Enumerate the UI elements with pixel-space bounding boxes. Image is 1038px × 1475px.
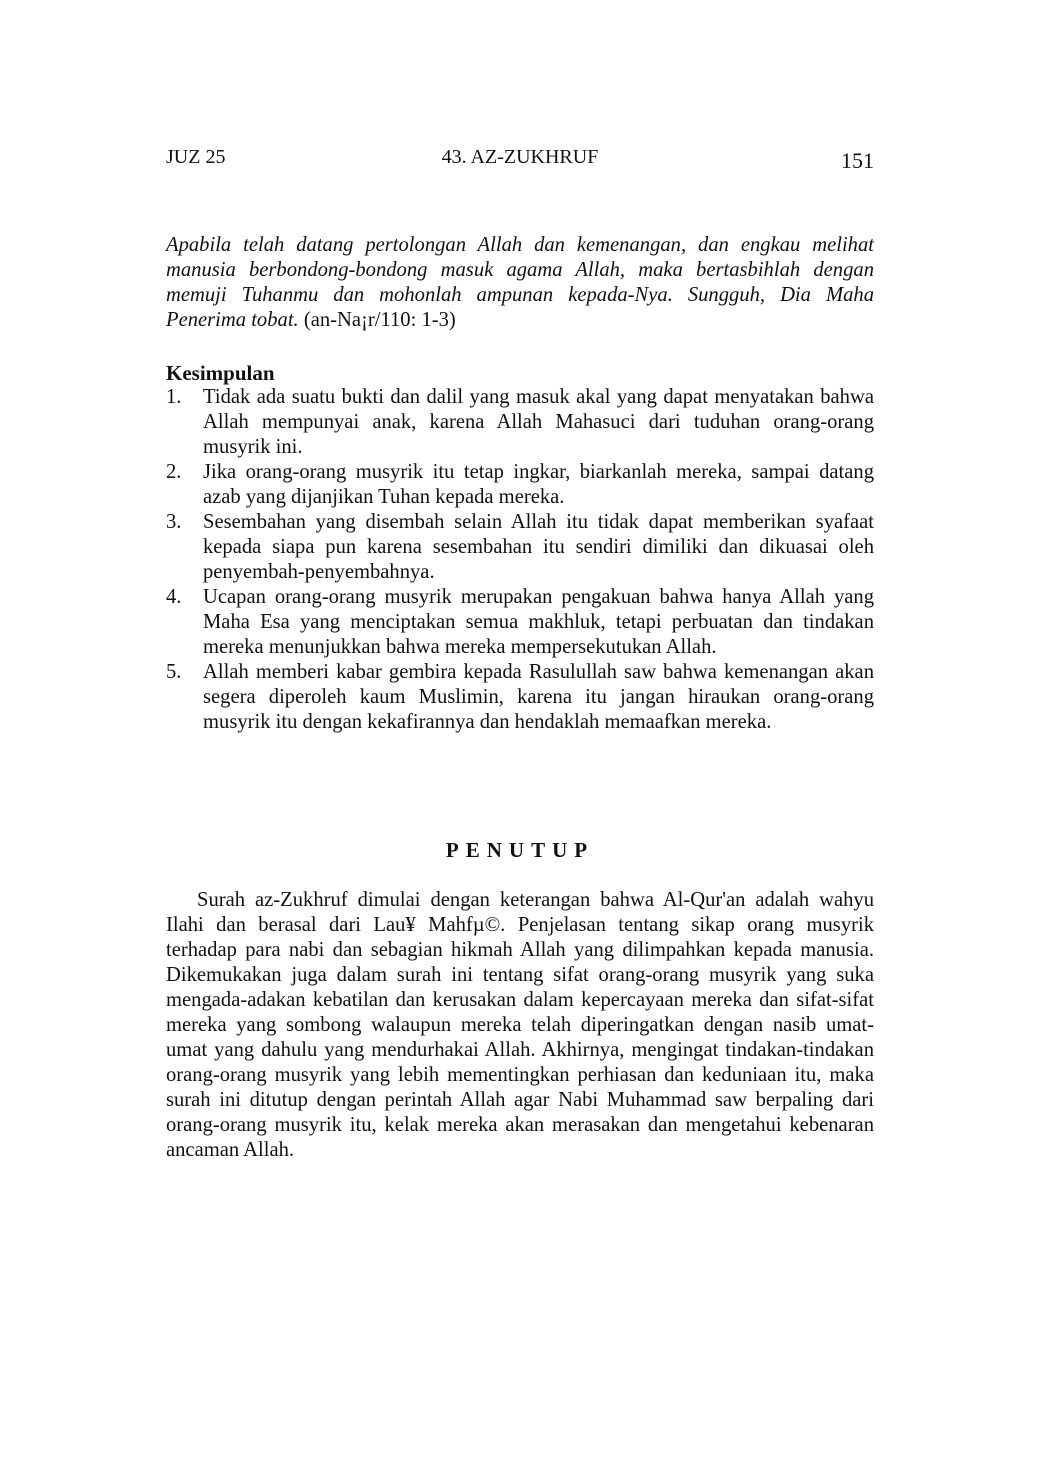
running-header: [166, 146, 874, 176]
list-item-number: 4.: [166, 586, 182, 608]
page-number: 151: [841, 148, 874, 173]
list-item: [166, 585, 874, 660]
list-item-text: Jika orang-orang musyrik itu tetap ingkar, biarkanlah mereka, sampai datang azab yang dijanjikan Tuhan kepada mereka.: [203, 461, 874, 508]
verse-text: Apabila telah datang pertolongan Allah dan kemenangan, dan engkau melihat manusia berbondong-bondong masuk agama Allah, maka bertasbihlah dengan memuji Tuhanmu dan mohonlah ampunan kepada-Nya. Sungguh, Dia Maha Penerima tobat.: [166, 234, 874, 331]
list-item: [166, 510, 874, 585]
list-item-text: Allah memberi kabar gembira kepada Rasulullah saw bahwa kemenangan akan segera diperoleh kaum Muslimin, karena itu jangan hiraukan orang-orang musyrik itu dengan kekafirannya dan hendaklah memaafkan mereka.: [203, 661, 874, 733]
closing-paragraph: Surah az-Zukhruf dimulai dengan keterangan bahwa Al-Qur'an adalah wahyu Ilahi dan berasal dari Lau¥ Mahfµ©. Penjelasan tentang sikap orang musyrik terhadap para nabi dan sebagian hikmah Allah yang dilimpahkan kepada manusia. Dikemukakan juga dalam surah ini tentang sifat orang-orang musyrik yang suka mengada-adakan kebatilan dan kerusakan dalam kepercayaan mereka dan sifat-sifat mereka yang sombong walaupun mereka telah diperingatkan dengan nasib umat-umat yang dahulu yang mendurhakai Allah. Akhirnya, mengingat tindakan-tindakan orang-orang musyrik yang lebih mementingkan perhiasan dan keduniaan itu, maka surah ini ditutup dengan perintah Allah agar Nabi Muhammad saw berpaling dari orang-orang musyrik itu, kelak mereka akan merasakan dan mengetahui kebenaran ancaman Allah.: [166, 889, 874, 1161]
conclusion-heading: Kesimpulan: [166, 361, 275, 385]
verse-translation: [166, 233, 874, 333]
list-item-number: 3.: [166, 511, 182, 533]
verse-reference: (an-Na¡r/110: 1-3): [303, 309, 456, 331]
list-item-number: 1.: [166, 386, 182, 408]
list-item: [166, 460, 874, 510]
juz-label: JUZ 25: [166, 146, 226, 168]
list-item-text: Ucapan orang-orang musyrik merupakan pengakuan bahwa hanya Allah yang Maha Esa yang menciptakan semua makhluk, tetapi perbuatan dan tindakan mereka menunjukkan bahwa mereka mempersekutukan Allah.: [203, 586, 874, 658]
list-item-number: 5.: [166, 661, 182, 683]
surah-title: 43. AZ-ZUKHRUF: [441, 146, 599, 168]
list-item-number: 2.: [166, 461, 182, 483]
conclusion-list: [166, 385, 874, 735]
list-item-text: Sesembahan yang disembah selain Allah itu tidak dapat memberikan syafaat kepada siapa pun karena sesembahan itu sendiri dimiliki dan dikuasai oleh penyembah-penyembahnya.: [203, 511, 874, 583]
closing-heading: PENUTUP: [445, 838, 595, 862]
document-page: [166, 0, 874, 1475]
list-item: [166, 660, 874, 735]
list-item-text: Tidak ada suatu bukti dan dalil yang masuk akal yang dapat menyatakan bahwa Allah mempunyai anak, karena Allah Mahasuci dari tuduhan orang-orang musyrik ini.: [203, 386, 874, 458]
list-item: [166, 385, 874, 460]
